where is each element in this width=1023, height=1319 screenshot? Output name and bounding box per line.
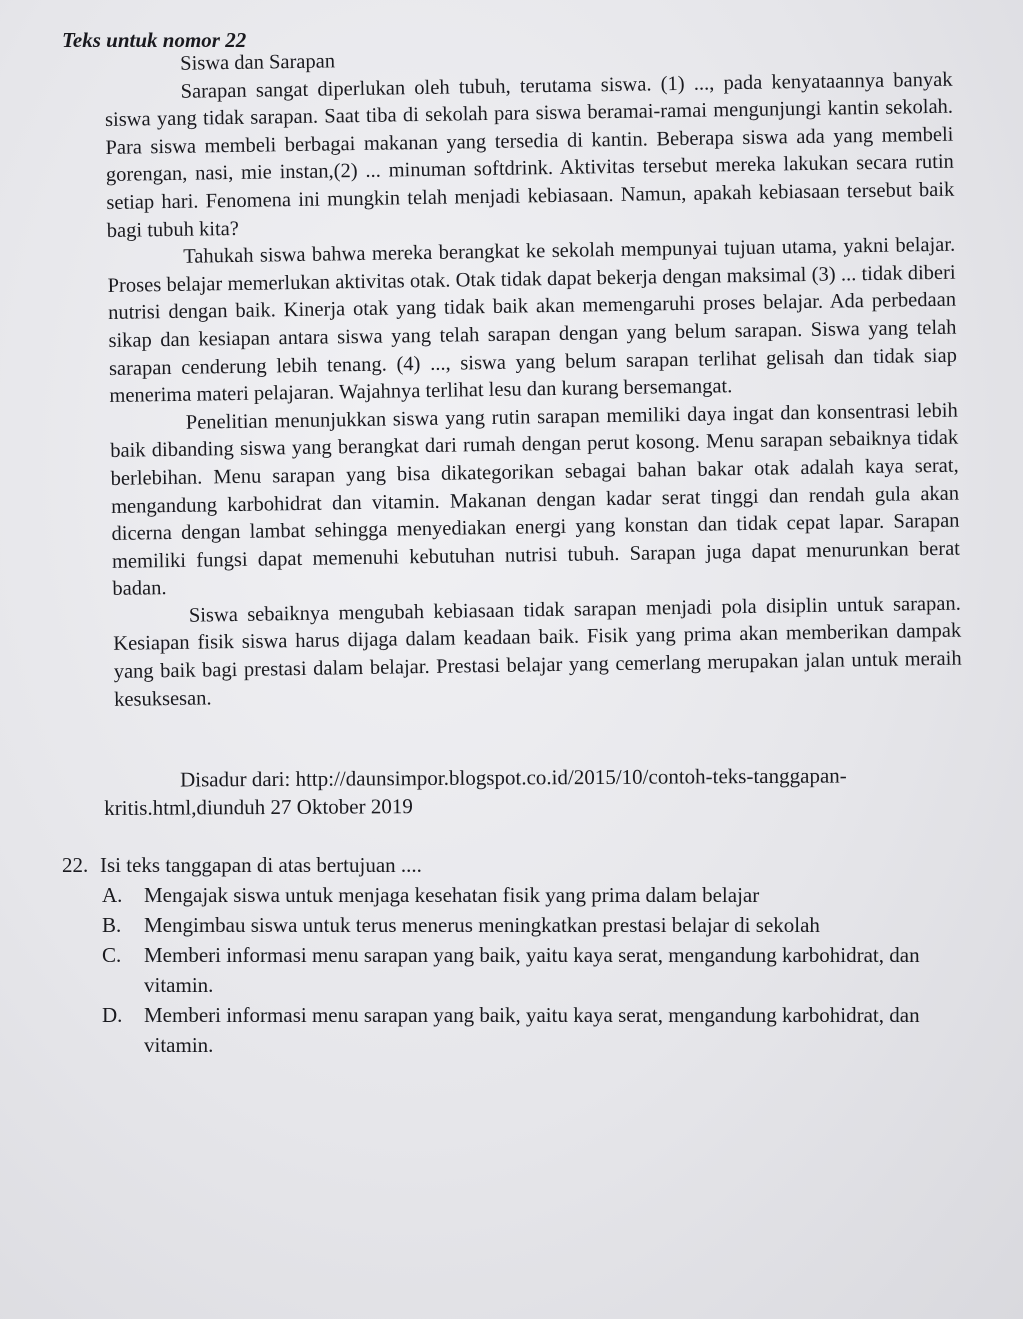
question-stem — [62, 850, 962, 880]
answer-option-d[interactable] — [102, 1000, 962, 1060]
source-text: Disadur dari: http://daunsimpor.blogspot.co.id/2015/10/contoh-teks-tanggapan-kritis.html,diunduh 27 Oktober 2019 — [104, 763, 847, 820]
option-text: Mengajak siswa untuk menjaga kesehatan fisik yang prima dalam belajar — [144, 883, 760, 907]
question-number: 22. — [62, 853, 89, 877]
section-heading: Teks untuk nomor 22 — [62, 28, 247, 52]
answer-options — [62, 880, 962, 1060]
option-text: Memberi informasi menu sarapan yang baik, yaitu kaya serat, mengandung karbohidrat, dan vitamin. — [144, 1003, 920, 1057]
option-text: Mengimbau siswa untuk terus menerus meningkatkan prestasi belajar di sekolah — [144, 913, 820, 937]
option-letter: B. — [102, 913, 122, 937]
option-text: Memberi informasi menu sarapan yang baik, yaitu kaya serat, mengandung karbohidrat, dan vitamin. — [144, 943, 920, 997]
answer-option-c[interactable] — [102, 940, 962, 1000]
option-letter: A. — [102, 883, 123, 907]
source-citation — [104, 761, 974, 822]
article-paragraph: Tahukah siswa bahwa mereka berangkat ke sekolah mempunyai tujuan utama, yakni belajar. Proses belajar memerlukan aktivitas otak. Otak tidak dapat bekerja dengan maksimal (3) ... tidak diberi nutrisi dengan baik. Kinerja otak yang tidak baik akan memengaruhi proses belajar. Ada perbedaan sikap dan kesiapan antara siswa yang telah sarapan dengan yang belum sarapan. Siswa yang telah sarapan cenderung lebih tenang. (4) ..., siswa yang belum sarapan terlihat gelisah dan tidak siap menerima materi pelajaran. Wajahnya terlihat lesu dan kurang bersemangat. — [107, 233, 958, 408]
article-paragraph: Siswa sebaiknya mengubah kebiasaan tidak sarapan menjadi pola disiplin untuk sarapan. Kesiapan fisik siswa harus dijaga dalam keadaan baik. Fisik yang prima akan memberikan dampak yang baik bagi prestasi dalam belajar. Prestasi belajar yang cemerlang merupakan jalan untuk meraih kesuksesan. — [113, 592, 962, 711]
answer-option-a[interactable] — [102, 880, 962, 910]
option-letter: D. — [102, 1003, 123, 1027]
question-22 — [62, 850, 962, 1060]
option-letter: C. — [102, 943, 122, 967]
article-title: Siswa dan Sarapan — [180, 50, 336, 75]
answer-option-b[interactable] — [102, 910, 962, 940]
question-text: Isi teks tanggapan di atas bertujuan .... — [100, 853, 422, 877]
article — [104, 39, 962, 714]
article-paragraph: Penelitian menunjukkan siswa yang rutin sarapan memiliki daya ingat dan konsentrasi lebih baik dibanding siswa yang berangkat dari rumah dengan perut kosong. Menu sarapan sebaiknya tidak berlebihan. Menu sarapan yang bisa dikategorikan sebagai bahan bakar otak adalah kaya serat, mengandung karbohidrat dan vitamin. Makanan dengan kadar serat tinggi dan rendah gula akan dicerna dengan lambat sehingga menyediakan energi yang konstan dan tidak cepat lapar. Sarapan memiliki fungsi dapat memenuhi kebutuhan nutrisi tubuh. Sarapan juga dapat menurunkan berat badan. — [110, 399, 961, 601]
article-paragraph: Sarapan sangat diperlukan oleh tubuh, terutama siswa. (1) ..., pada kenyataannya banyak siswa yang tidak sarapan. Saat tiba di sekolah para siswa beramai-ramai mengunjungi kantin sekolah. Para siswa membeli berbagai makanan yang tersedia di kantin. Beberapa siswa ada yang membeli gorengan, nasi, mie instan,(2) ... minuman softdrink. Aktivitas tersebut mereka lakukan secara rutin setiap hari. Fenomena ini mungkin telah menjadi kebiasaan. Namun, apakah kebiasaan tersebut baik bagi tubuh kita? — [104, 68, 955, 242]
